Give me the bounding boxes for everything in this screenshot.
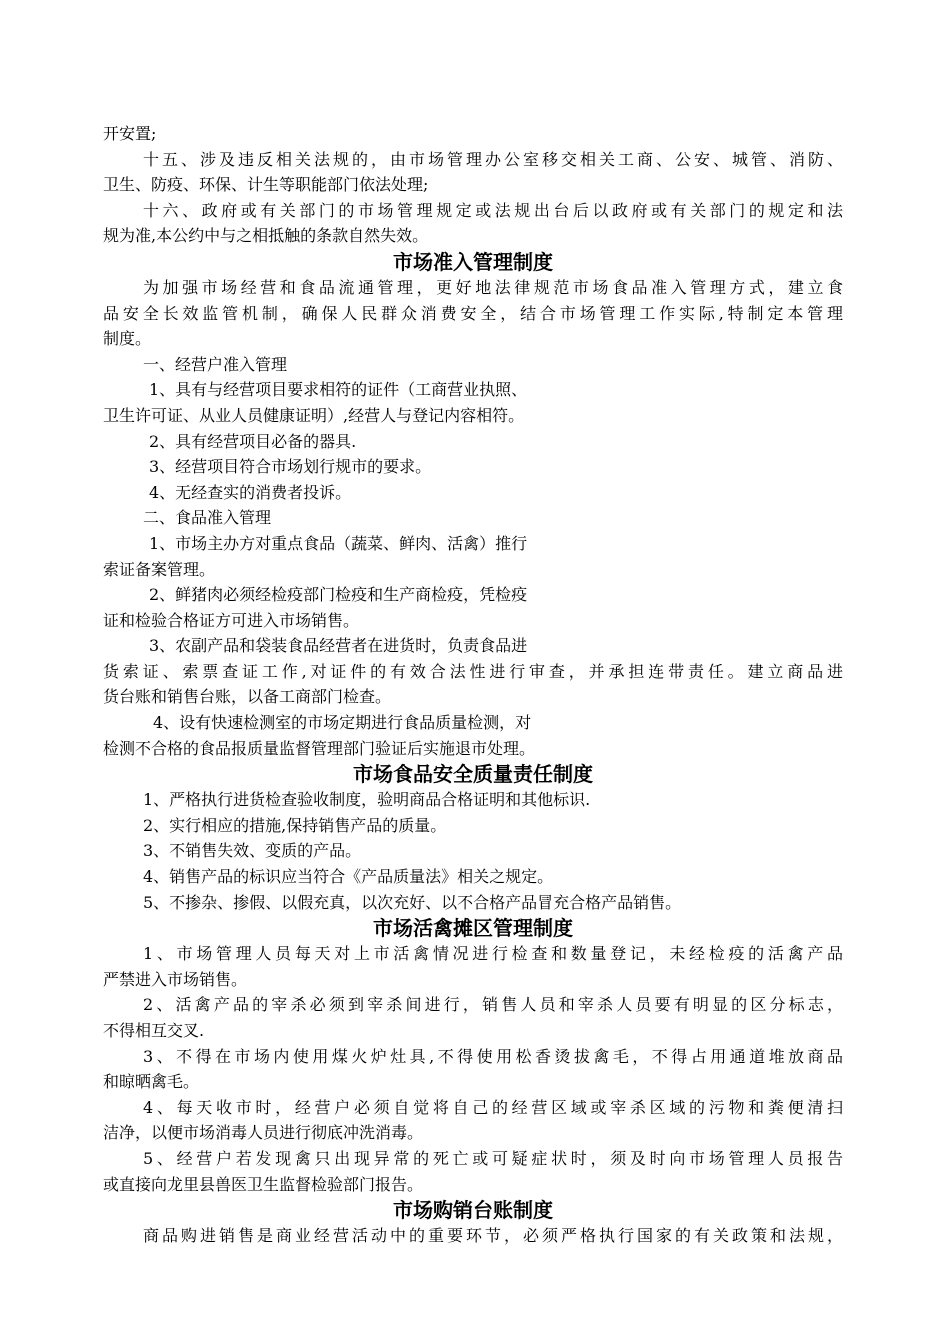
- text-line: 货台账和销售台账，以备工商部门检查。: [103, 687, 392, 707]
- text-line: 卫生许可证、从业人员健康证明）,经营人与登记内容相符。: [103, 405, 525, 425]
- text-line: 商品购进销售是商业经营活动中的重要环节，必须严格执行国家的有关政策和法规，: [143, 1226, 843, 1246]
- section-heading: 市场购销台账制度: [393, 1198, 553, 1223]
- document-page: [103, 121, 843, 1249]
- text-line: 证和检验合格证方可进入市场销售。: [103, 610, 360, 630]
- text-line: 和晾晒禽毛。: [103, 1072, 200, 1092]
- section-heading: 市场食品安全质量责任制度: [353, 762, 593, 787]
- text-line: 货索证、索票查证工作,对证件的有效合法性进行审查，并承担连带责任。建立商品进: [103, 661, 843, 681]
- text-line: 卫生、防疫、环保、计生等职能部门依法处理;: [103, 175, 429, 195]
- text-line: 制度。: [103, 329, 152, 349]
- text-line: 检测不合格的食品报质量监督管理部门验证后实施退市处理。: [103, 738, 536, 758]
- text-line: 1、市场主办方对重点食品（蔬菜、鲜肉、活禽）推行: [149, 533, 528, 553]
- text-line: 4、无经查实的消费者投诉。: [149, 482, 352, 502]
- text-line: 3、不销售失效、变质的产品。: [143, 841, 362, 861]
- text-line: 2、活禽产品的宰杀必须到宰杀间进行，销售人员和宰杀人员要有明显的区分标志，: [143, 995, 843, 1015]
- text-line: 不得相互交叉.: [103, 1021, 205, 1040]
- text-line: 4、每天收市时，经营户必须自觉将自己的经营区域或宰杀区域的污物和粪便清扫: [143, 1097, 843, 1117]
- text-line: 4、销售产品的标识应当符合《产品质量法》相关之规定。: [143, 867, 554, 887]
- text-line: 1、具有与经营项目要求相符的证件（工商营业执照、: [149, 380, 528, 400]
- text-line: 一、经营户准入管理: [143, 354, 288, 374]
- text-line: 十五、涉及违反相关法规的，由市场管理办公室移交相关工商、公安、城管、消防、: [143, 149, 843, 169]
- text-line: 4、设有快速检测室的市场定期进行食品质量检测，对: [153, 713, 532, 733]
- text-line: 2、实行相应的措施,保持销售产品的质量。: [143, 815, 447, 835]
- text-line: 1、市场管理人员每天对上市活禽情况进行检查和数量登记，未经检疫的活禽产品: [143, 944, 843, 964]
- text-line: 或直接向龙里县兽医卫生监督检验部门报告。: [103, 1174, 424, 1194]
- text-line: 5、经营户若发现禽只出现异常的死亡或可疑症状时，须及时向市场管理人员报告: [143, 1148, 843, 1168]
- text-line: 洁净，以便市场消毒人员进行彻底冲洗消毒。: [103, 1123, 424, 1143]
- text-line: 二、食品准入管理: [143, 508, 272, 528]
- text-line: 十六、政府或有关部门的市场管理规定或法规出台后以政府或有关部门的规定和法: [143, 200, 843, 220]
- text-line: 5、不掺杂、掺假、以假充真，以次充好、以不合格产品冒充合格产品销售。: [143, 892, 682, 912]
- section-heading: 市场活禽摊区管理制度: [373, 916, 573, 941]
- text-line: 严禁进入市场销售。: [103, 969, 248, 989]
- text-line: 为加强市场经营和食品流通管理，更好地法律规范市场食品准入管理方式，建立食: [143, 277, 843, 297]
- text-line: 品安全长效监管机制，确保人民群众消费安全，结合市场管理工作实际,特制定本管理: [103, 303, 843, 323]
- text-line: 2、鲜猪肉必须经检疫部门检疫和生产商检疫，凭检疫: [149, 585, 528, 605]
- text-line: 索证备案管理。: [103, 559, 216, 579]
- section-heading: 市场准入管理制度: [393, 249, 553, 274]
- text-line: 开安置;: [103, 124, 157, 143]
- text-line: 3、农副产品和袋装食品经营者在进货时，负责食品进: [149, 636, 528, 656]
- text-line: 2、具有经营项目必备的器具.: [149, 431, 357, 451]
- text-line: 规为准,本公约中与之相抵触的条款自然失效。: [103, 226, 429, 246]
- text-line: 3、经营项目符合市场划行规市的要求。: [149, 457, 432, 477]
- text-line: 1、严格执行进货检查验收制度，验明商品合格证明和其他标识.: [143, 790, 591, 810]
- text-line: 3、不得在市场内使用煤火炉灶具,不得使用松香烫拔禽毛，不得占用通道堆放商品: [143, 1046, 843, 1066]
